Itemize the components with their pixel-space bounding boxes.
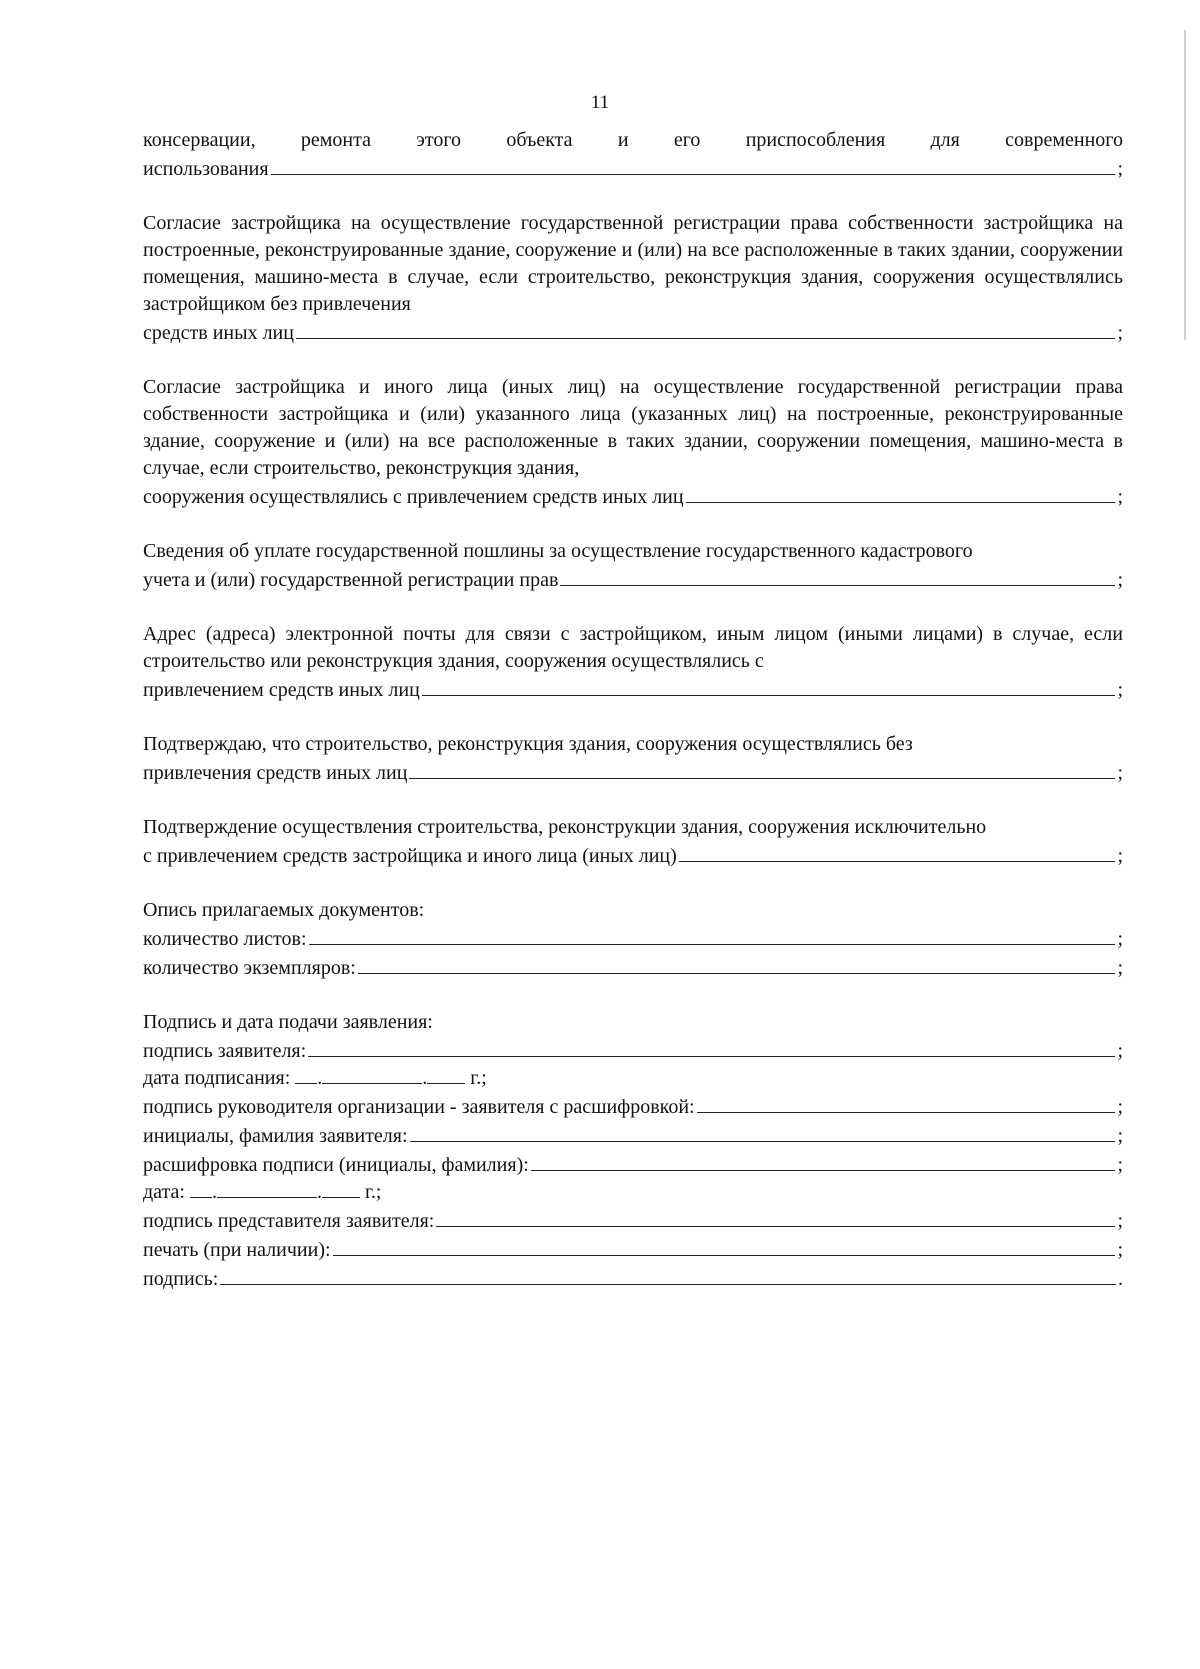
- preservation-input[interactable]: [271, 154, 1116, 175]
- copies-count-input[interactable]: [358, 953, 1116, 974]
- copies-count-line: количество экземпляров: ;: [143, 953, 1123, 982]
- confirm-own-funds-field-line: с привлечением средств застройщика и иного лица (иных лиц) ;: [143, 841, 1123, 870]
- confirm-no-funds-text: Подтверждаю, что строительство, реконструкция здания, сооружения осуществлялись без: [143, 733, 913, 755]
- consent-others-text: Согласие застройщика и иного лица (иных лиц) на осуществление государственной регистрации права собственности застройщика и (или) указанного лица (указанных лиц) на построенные, реконструированные здание, сооружение и (или) на все расположенные в таких здании, сооружении помещения, машино-места в случае, если строительство, реконструкция здания,: [143, 376, 1123, 479]
- confirm-own-funds-text: Подтверждение осуществления строительства, реконструкции здания, сооружения исключительно: [143, 816, 987, 838]
- day-input[interactable]: [190, 1179, 212, 1198]
- confirm-own-funds-input[interactable]: [679, 841, 1116, 862]
- email-text: Адрес (адреса) электронной почты для связи с застройщиком, иным лицом (иными лицами) в случае, если строительство или реконструкция здания, сооружения осуществлялись с: [143, 623, 1123, 672]
- signature-section: [143, 1009, 1123, 1293]
- consent-developer-section: [143, 210, 1123, 347]
- signing-year-input[interactable]: [427, 1065, 465, 1084]
- fee-text: Сведения об уплате государственной пошлины за осуществление государственного кадастрового: [143, 540, 973, 562]
- representative-signature-line: подпись представителя заявителя: ;: [143, 1206, 1123, 1235]
- stamp-line: печать (при наличии): ;: [143, 1235, 1123, 1264]
- scan-edge-mark: [1184, 30, 1186, 340]
- consent-others-field-line: сооружения осуществлялись с привлечением средств иных лиц ;: [143, 482, 1123, 511]
- head-signature-line: подпись руководителя организации - заявителя с расшифровкой: ;: [143, 1092, 1123, 1121]
- consent-others-input[interactable]: [686, 482, 1116, 503]
- email-field-line: привлечением средств иных лиц ;: [143, 675, 1123, 704]
- month-input[interactable]: [217, 1179, 317, 1198]
- consent-developer-field-line: средств иных лиц ;: [143, 318, 1123, 347]
- year-input[interactable]: [322, 1179, 360, 1198]
- applicant-signature-line: подпись заявителя: ;: [143, 1036, 1123, 1065]
- date-line: дата: . . г.;: [143, 1181, 382, 1203]
- fee-input[interactable]: [560, 565, 1115, 586]
- signature-heading: Подпись и дата подачи заявления:: [143, 1011, 433, 1033]
- head-signature-input[interactable]: [697, 1092, 1116, 1113]
- signing-month-input[interactable]: [322, 1065, 422, 1084]
- inventory-section: [143, 897, 1123, 982]
- inventory-heading: Опись прилагаемых документов:: [143, 899, 425, 921]
- confirm-no-funds-field-line: привлечения средств иных лиц ;: [143, 758, 1123, 787]
- preservation-field-line: использования ;: [143, 154, 1123, 183]
- email-input[interactable]: [422, 675, 1116, 696]
- applicant-initials-input[interactable]: [410, 1121, 1116, 1142]
- signing-day-input[interactable]: [295, 1065, 317, 1084]
- consent-developer-text: Согласие застройщика на осуществление государственной регистрации права собственности застройщика на построенные, реконструированные здание, сооружение и (или) на все расположенные в таких здании, сооружении помещения, машино-места в случае, если строительство, реконструкция здания, сооружения осуществлялись застройщиком без привлечения: [143, 212, 1123, 315]
- consent-others-section: [143, 374, 1123, 511]
- final-signature-line: подпись: .: [143, 1264, 1123, 1293]
- signature-decoding-line: расшифровка подписи (инициалы, фамилия): ;: [143, 1150, 1123, 1179]
- sheets-count-line: количество листов: ;: [143, 924, 1123, 953]
- signing-date-line: дата подписания: . . г.;: [143, 1067, 487, 1089]
- final-signature-input[interactable]: [220, 1264, 1116, 1285]
- preservation-section: [143, 127, 1123, 183]
- fee-section: [143, 538, 1123, 594]
- consent-developer-input[interactable]: [296, 318, 1115, 339]
- stamp-input[interactable]: [333, 1235, 1116, 1256]
- signature-decoding-input[interactable]: [531, 1150, 1116, 1171]
- applicant-signature-input[interactable]: [308, 1036, 1115, 1057]
- confirm-no-funds-input[interactable]: [409, 758, 1115, 779]
- page-number: 11: [590, 92, 610, 113]
- sheets-count-input[interactable]: [309, 924, 1116, 945]
- confirm-own-funds-section: [143, 814, 1123, 870]
- email-section: [143, 621, 1123, 704]
- preservation-text: консервации, ремонта этого объекта и его приспособления для современного: [143, 129, 1123, 151]
- confirm-no-funds-section: [143, 731, 1123, 787]
- representative-signature-input[interactable]: [436, 1206, 1115, 1227]
- form-content: [143, 127, 1123, 1320]
- applicant-initials-line: инициалы, фамилия заявителя: ;: [143, 1121, 1123, 1150]
- fee-field-line: учета и (или) государственной регистрации прав ;: [143, 565, 1123, 594]
